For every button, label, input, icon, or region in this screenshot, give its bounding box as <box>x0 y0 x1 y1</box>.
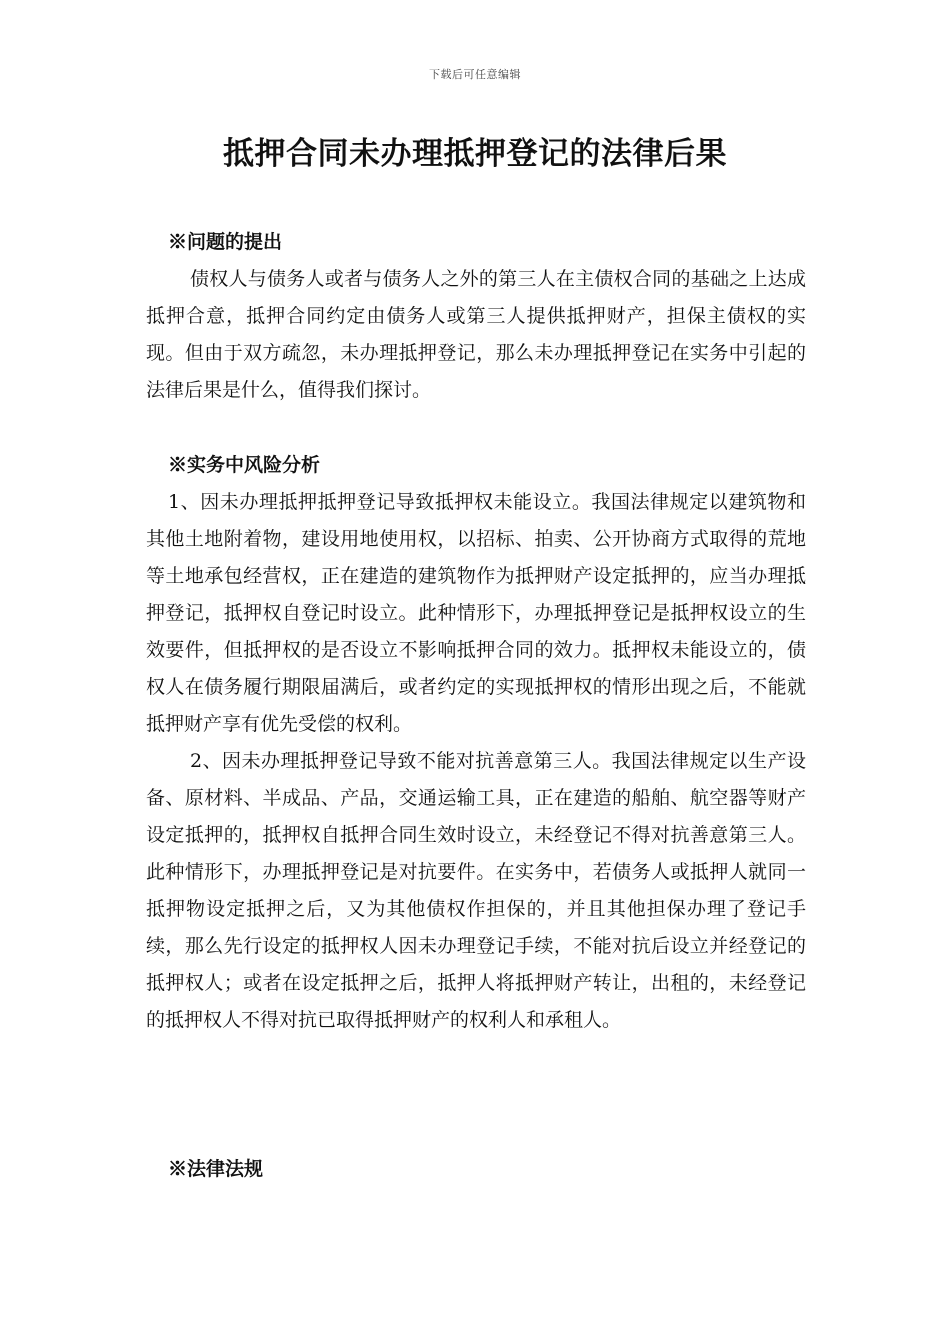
section-heading: ※实务中风险分析 <box>168 454 321 476</box>
section-laws-regulations <box>146 1151 806 1188</box>
section-risk-analysis <box>146 447 806 1039</box>
paragraph: 2、因未办理抵押登记导致不能对抗善意第三人。我国法律规定以生产设备、原材料、半成品、产品，交通运输工具，正在建造的船舶、航空器等财产设定抵押的，抵押权自抵押合同生效时设立，未经登记不得对抗善意第三人。此种情形下，办理抵押登记是对抗要件。在实务中，若债务人或抵押人就同一抵押物设定抵押之后，又为其他债权作担保的，并且其他担保办理了登记手续，那么先行设定的抵押权人因未办理登记手续，不能对抗后设立并经登记的抵押权人；或者在设定抵押之后，抵押人将抵押财产转让，出租的，未经登记的抵押权人不得对抗已取得抵押财产的权利人和承租人。 <box>146 750 806 1031</box>
paragraph: 1、因未办理抵押抵押登记导致抵押权未能设立。我国法律规定以建筑物和其他土地附着物，建设用地使用权，以招标、拍卖、公开协商方式取得的荒地等土地承包经营权，正在建造的建筑物作为抵押财产设定抵押的，应当办理抵押登记，抵押权自登记时设立。此种情形下，办理抵押登记是抵押权设立的生效要件，但抵押权的是否设立不影响抵押合同的效力。抵押权未能设立的，债权人在债务履行期限届满后，或者约定的实现抵押权的情形出现之后，不能就抵押财产享有优先受偿的权利。 <box>146 491 806 735</box>
section-heading: ※问题的提出 <box>168 231 283 253</box>
header-note: 下载后可任意编辑 <box>429 68 521 81</box>
section-problem-statement <box>146 224 806 409</box>
document-title: 抵押合同未办理抵押登记的法律后果 <box>223 136 727 172</box>
paragraph: 债权人与债务人或者与债务人之外的第三人在主债权合同的基础之上达成抵押合意，抵押合同约定由债务人或第三人提供抵押财产，担保主债权的实现。但由于双方疏忽，未办理抵押登记，那么未办理抵押登记在实务中引起的法律后果是什么，值得我们探讨。 <box>146 268 806 401</box>
section-heading: ※法律法规 <box>168 1158 264 1180</box>
